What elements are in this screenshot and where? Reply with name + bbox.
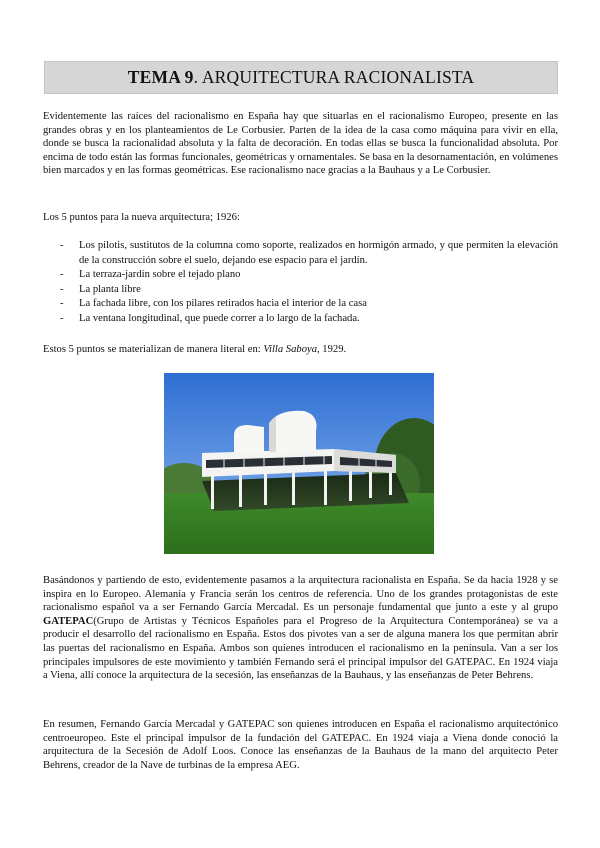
list-item xyxy=(60,239,558,268)
list-item xyxy=(60,297,558,312)
list-item-text: Los pilotis, sustitutos de la columna como soporte, realizados en hormigón armado, y que permiten la elevación de la construcción sobre el suelo, dejando ese espacio para el jardín. xyxy=(79,240,558,266)
summary-paragraph: En resumen, Fernando García Mercadal y GATEPAC son quienes introducen en España el racionalismo arquitectónico centroeuropeo. Este el principal impulsor de la fundación del GATEPAC. En 1924 viaja a Viena donde conoció la arquitectura de la Secesión de Adolf Loos. Conoce las enseñanzas de la Bauhaus de la mano del arquitecto Peter Behrens, creador de la Nave de turbinas de la empresa AEG. xyxy=(43,719,558,771)
list-item-text: La terraza-jardín sobre el tejado plano xyxy=(79,269,241,281)
list-item xyxy=(60,312,558,327)
list-bullet: - xyxy=(60,298,64,310)
list-item xyxy=(60,283,558,298)
title-text: ARQUITECTURA RACIONALISTA xyxy=(201,67,475,87)
title-number: TEMA 9 xyxy=(127,67,194,87)
list-bullet: - xyxy=(60,283,64,295)
gatepac-paragraph xyxy=(43,574,558,683)
para4-before: Basándonos y partiendo de esto, evidentemente pasamos a la arquitectura racionalista en España. Se da hacia 1928 y se inspira en lo Europeo. Alemania y Francia serán los centros de referencia. Uno de los grandes protagonistas de este racionalismo español va a ser Fernando García Mercadal. Es un personaje fundamental que junto a este y al grupo xyxy=(43,575,558,614)
villa-saboya-photo xyxy=(164,373,434,554)
list-item-text: La fachada libre, con los pilares retirados hacia el interior de la casa xyxy=(79,298,367,310)
villa-name: Villa Saboya xyxy=(263,344,317,355)
gatepac-bold: GATEPAC xyxy=(43,615,94,627)
points-intro: Los 5 puntos para la nueva arquitectura; 1926: xyxy=(43,212,240,223)
list-item-text: La ventana longitudinal, que puede correr a lo largo de la fachada. xyxy=(79,312,360,324)
para4-after: (Grupo de Artistas y Técnicos Españoles para el Progreso de la Arquitectura Contemporánea) se va a producir el desarrollo del racionalismo en España. Estos dos pivotes van a ser de alguna manera los que permitan abrir las puertas del racionalismo en España. Ambos son quienes introducen el racionalismo en la península. Van a ser los principales impulsores de este movimiento y también Fernando será el principal impulsor del GATEPAC. En 1924 viaja a Viena, allí conoce la arquitectura de la secesión, las enseñanzas de la Bauhaus, y las enseñanzas de Peter Behrens. xyxy=(43,615,558,682)
villa-prefix: Estos 5 puntos se materializan de manera literal en: xyxy=(43,344,264,355)
title-separator: . xyxy=(193,67,202,87)
villa-saboya-line xyxy=(43,343,558,357)
list-bullet: - xyxy=(60,269,64,281)
five-points-list xyxy=(60,239,558,327)
list-item xyxy=(60,268,558,283)
intro-paragraph: Evidentemente las raíces del racionalismo en España hay que situarlas en el racionalismo Europeo, presente en las grandes obras y en los planteamientos de Le Corbusier. Parten de la idea de la casa como máquina para vivir en ella, donde se busca la racionalidad absoluta y la falta de decoración. En todas ellas se busca la funcionalidad absoluta. Por encima de todo están las formas funcionales, geométricas y ornamentales. Se basa en la desornamentación, en volúmenes bien marcados y en las formas geométricas. Ese racionalismo nace gracias a la Bauhaus y a Le Corbusier. xyxy=(43,111,558,177)
list-item-text: La planta libre xyxy=(79,283,141,295)
list-bullet: - xyxy=(60,240,64,251)
villa-suffix: , 1929. xyxy=(317,344,347,355)
page-title xyxy=(44,61,558,94)
list-bullet: - xyxy=(60,312,64,324)
